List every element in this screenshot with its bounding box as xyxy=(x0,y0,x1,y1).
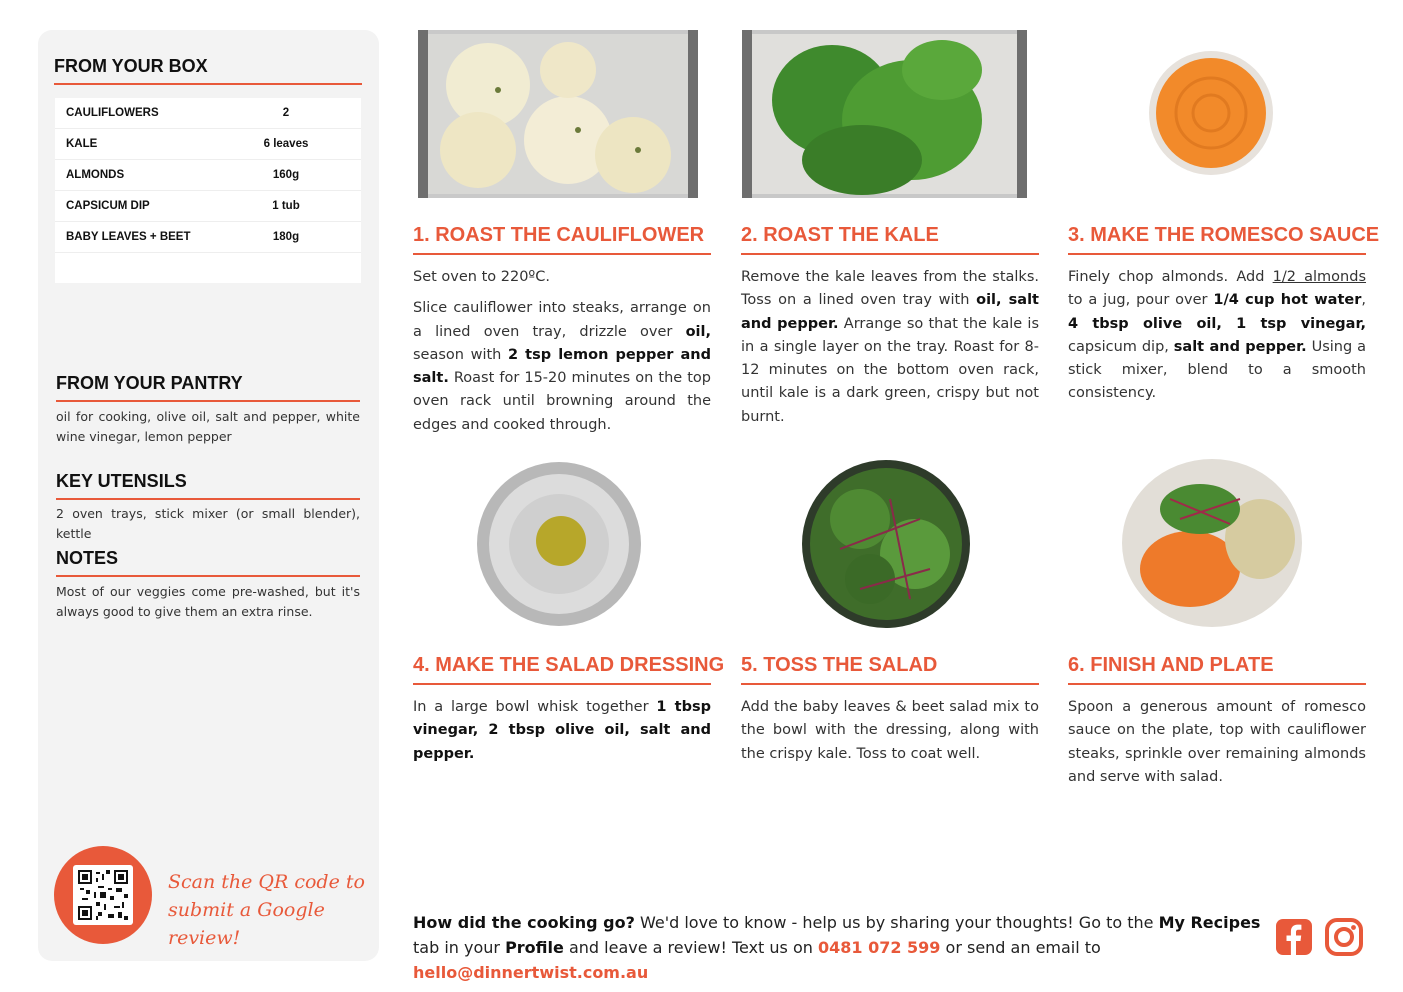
cauliflower-tray-photo xyxy=(418,30,698,198)
facebook-icon[interactable] xyxy=(1275,918,1313,956)
pantry-heading: FROM YOUR PANTRY xyxy=(56,373,360,402)
dressing-bowl-photo xyxy=(476,461,642,627)
ingredient-name: ALMONDS xyxy=(66,169,125,181)
table-row xyxy=(55,129,361,160)
step-5-text: Add the baby leaves & beet salad mix to the bowl with the dressing, along with the crispy kale. Toss to coat well. xyxy=(741,699,1039,762)
step-5-title: 5. TOSS THE SALAD xyxy=(741,654,1039,685)
box-ingredients-table xyxy=(55,98,361,283)
step-6-title: 6. FINISH AND PLATE xyxy=(1068,654,1366,685)
step-6-text: Spoon a generous amount of romesco sauce on the plate, top with cauliflower steaks, sprinkle over remaining almonds and serve with salad. xyxy=(1068,699,1366,785)
step-1-para-1: Set oven to 220ºC. xyxy=(413,269,550,285)
qr-code-icon[interactable] xyxy=(73,865,133,925)
email-link[interactable]: hello@dinnertwist.com.au xyxy=(413,963,649,982)
sidebar xyxy=(38,30,379,961)
pantry-text: oil for cooking, olive oil, salt and pepper, white wine vinegar, lemon pepper xyxy=(56,409,360,444)
utensils-heading: KEY UTENSILS xyxy=(56,471,360,500)
ingredient-qty: 2 xyxy=(282,107,290,119)
step-2-title: 2. ROAST THE KALE xyxy=(741,224,1039,255)
step-4-text: In a large bowl whisk together 1 tbsp vinegar, 2 tbsp olive oil, salt and pepper. xyxy=(413,699,711,762)
ingredient-name: CAPSICUM DIP xyxy=(66,200,150,212)
table-row xyxy=(55,222,361,253)
qr-caption: Scan the QR code to submit a Google review! xyxy=(168,871,365,949)
ingredient-qty: 180g xyxy=(272,231,300,243)
ingredient-name: BABY LEAVES + BEET xyxy=(66,231,191,243)
notes-text: Most of our veggies come pre-washed, but it's always good to give them an extra rinse. xyxy=(56,584,360,619)
utensils-text: 2 oven trays, stick mixer (or small blender), kettle xyxy=(56,506,360,541)
ingredient-name: KALE xyxy=(66,138,98,150)
ingredient-qty: 1 tub xyxy=(272,200,300,212)
kale-tray-photo xyxy=(742,30,1027,198)
ingredient-qty: 160g xyxy=(272,169,300,181)
qr-badge[interactable] xyxy=(54,846,152,944)
instagram-icon[interactable] xyxy=(1325,918,1363,956)
step-1-para-2: Slice cauliflower into steaks, arrange on a lined oven tray, drizzle over oil, season with 2 tsp lemon pepper and salt. Roast for 15-20 minutes on the top oven rack until browning around the edges and cooked through. xyxy=(413,300,711,433)
table-row xyxy=(55,98,361,129)
table-row xyxy=(55,191,361,222)
step-3-text: Finely chop almonds. Add 1/2 almonds to a jug, pour over 1/4 cup hot water, 4 tbsp olive oil, 1 tsp vinegar, capsicum dip, salt and pepper. Using a stick mixer, blend to a smooth consistency. xyxy=(1068,269,1367,402)
step-1-title: 1. ROAST THE CAULIFLOWER xyxy=(413,224,711,255)
step-4-title: 4. MAKE THE SALAD DRESSING xyxy=(413,654,711,685)
footer-feedback: How did the cooking go? We'd love to know - help us by sharing your thoughts! Go to the My Recipes tab in your Profile and leave a review! Text us on 0481 072 599 or send an email to hello@dinnertwist.com.au xyxy=(413,913,1261,982)
ingredient-name: CAULIFLOWERS xyxy=(66,107,159,119)
table-row xyxy=(55,160,361,191)
from-your-box-heading: FROM YOUR BOX xyxy=(54,56,362,85)
notes-heading: NOTES xyxy=(56,548,360,577)
step-1-text xyxy=(413,266,711,445)
step-3-title: 3. MAKE THE ROMESCO SAUCE xyxy=(1068,224,1366,255)
ingredient-qty: 6 leaves xyxy=(263,138,309,150)
tossed-salad-photo xyxy=(800,459,972,629)
phone-link[interactable]: 0481 072 599 xyxy=(817,938,941,957)
finished-plate-photo xyxy=(1120,459,1305,627)
step-2-text: Remove the kale leaves from the stalks. Toss on a lined oven tray with oil, salt and pepper. Arrange so that the kale is in a single layer on the tray. Roast for 8-12 minutes on the bottom oven rack, until kale is a dark green, crispy but not burnt. xyxy=(741,269,1039,425)
romesco-sauce-photo xyxy=(1145,48,1277,178)
